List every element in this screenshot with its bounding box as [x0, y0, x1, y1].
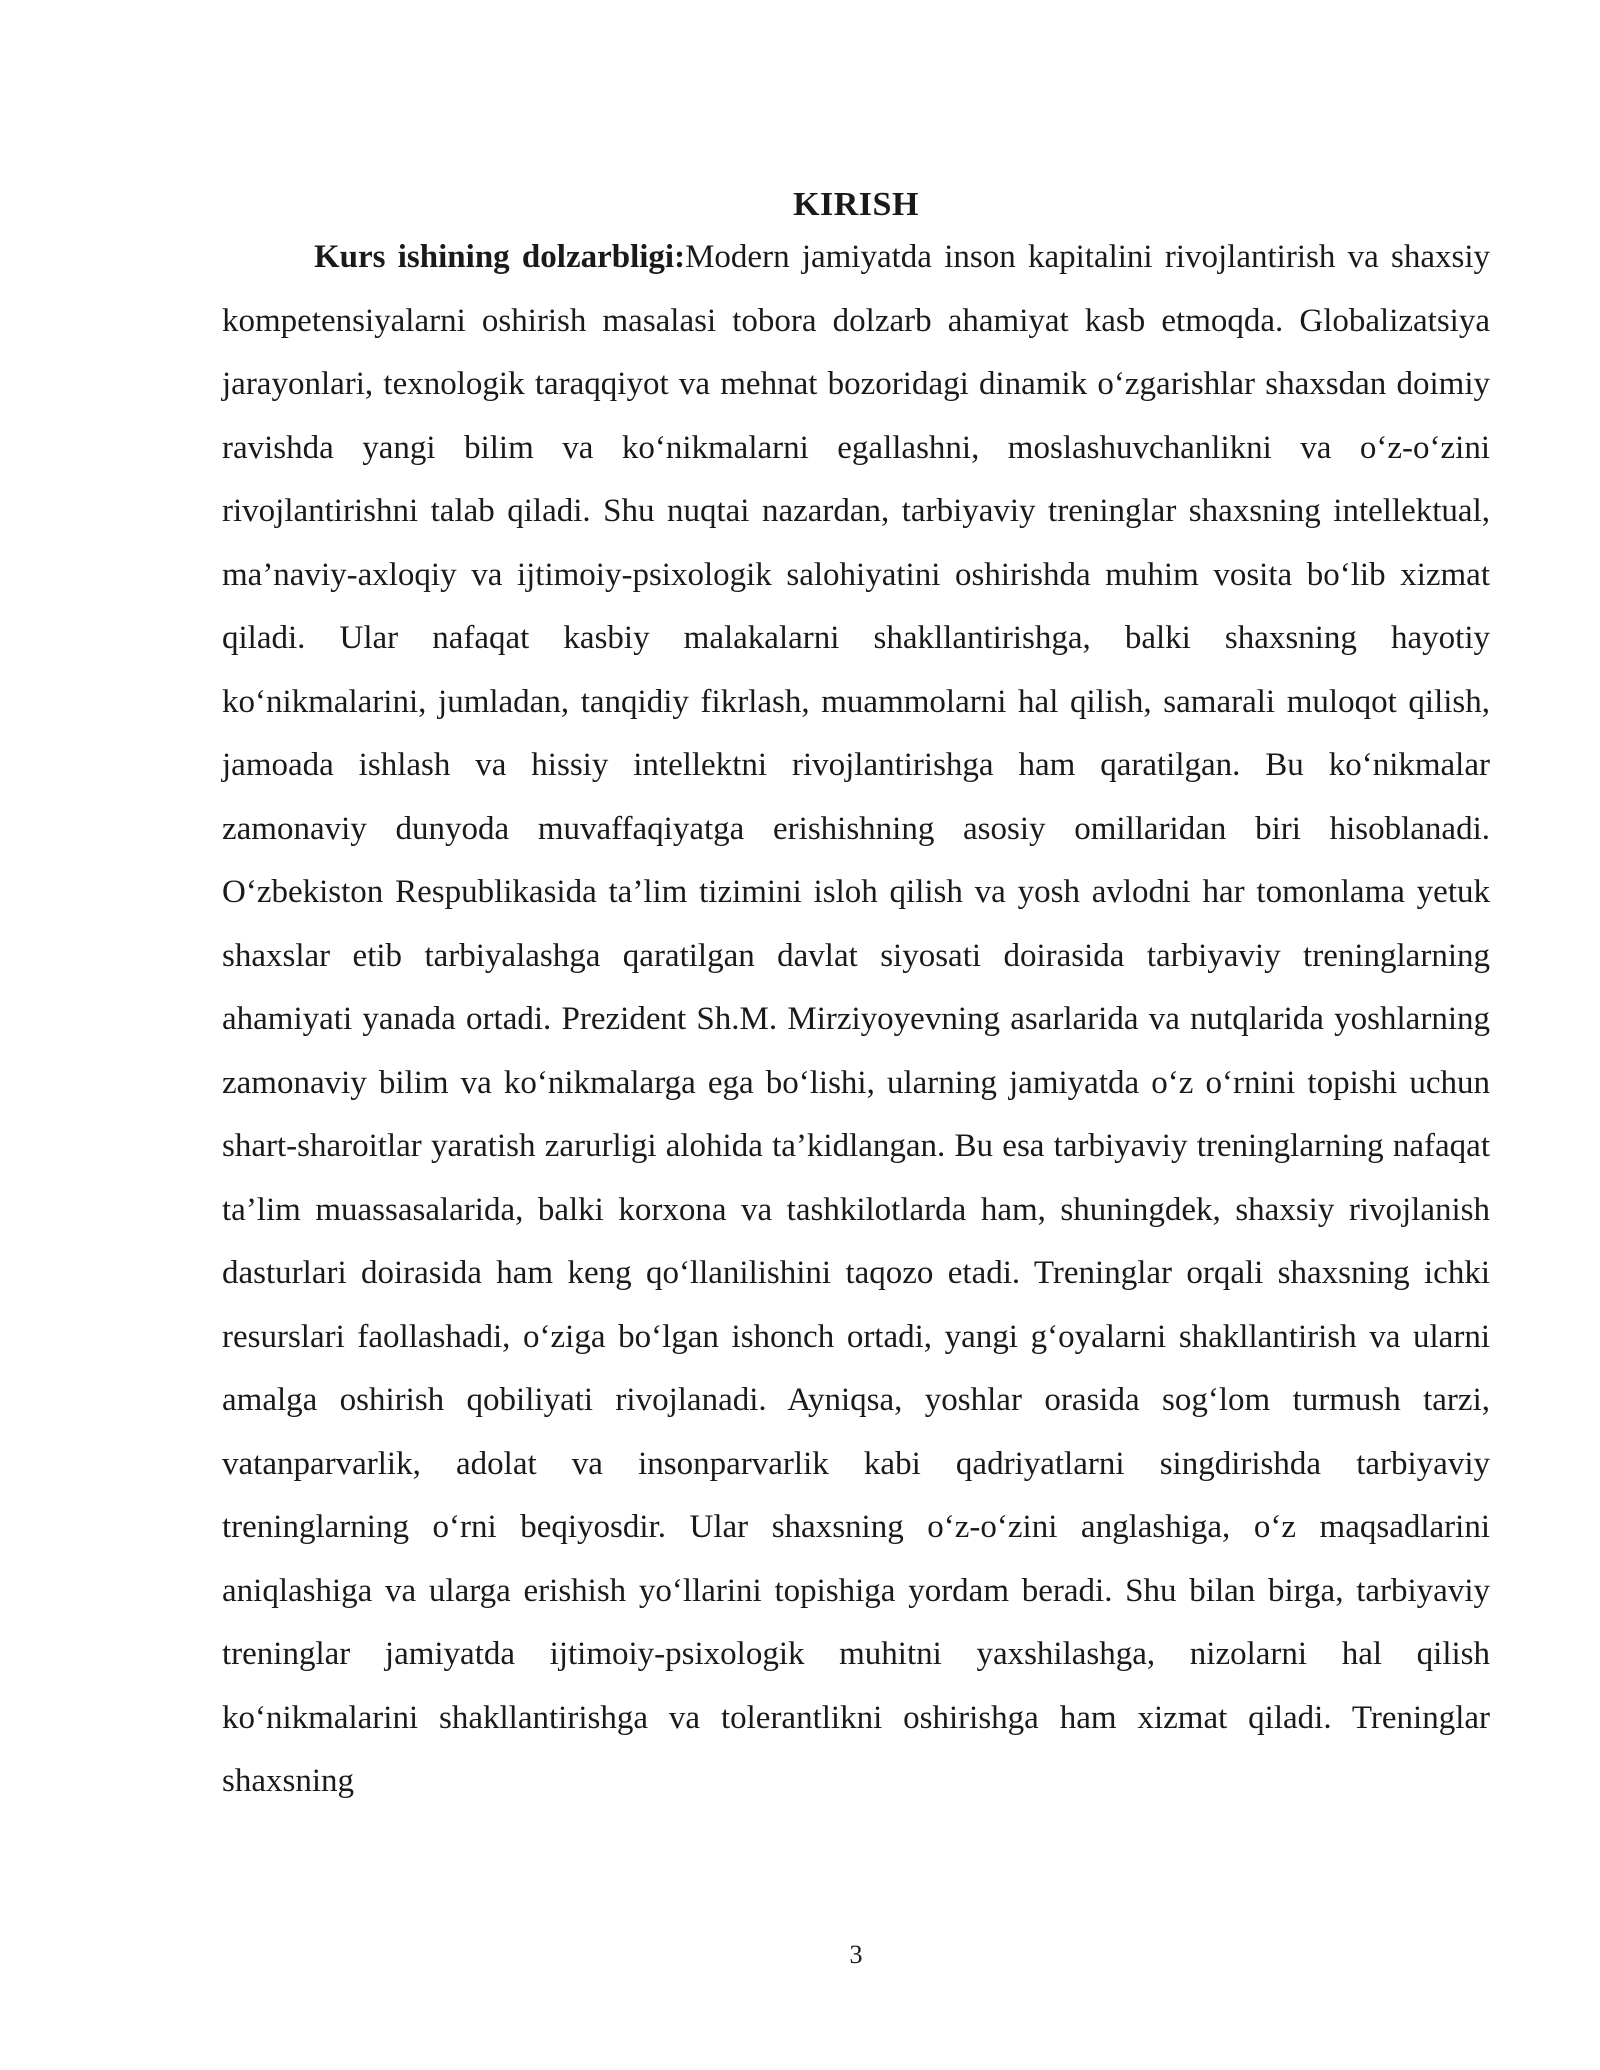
section-heading: KIRISH	[793, 186, 919, 223]
paragraph-text: Modern jamiyatda inson kapitalini rivojlantirish va shaxsiy kompetensiyalarni oshirish masalasi tobora dolzarb ahamiyat kasb etmoqda. Globalizatsiya jarayonlari, texnologik taraqqiyot va mehnat bozoridagi dinamik o‘zgarishlar shaxsdan doimiy ravishda yangi bilim va ko‘nikmalarni egallashni, moslashuvchanlikni va o‘z-o‘zini rivojlantirishni talab qiladi. Shu nuqtai nazardan, tarbiyaviy treninglar shaxsning intellektual, ma’naviy-axloqiy va ijtimoiy-psixologik salohiyatini oshirishda muhim vosita bo‘lib xizmat qiladi. Ular nafaqat kasbiy malakalarni shakllantirishga, balki shaxsning hayotiy ko‘nikmalarini, jumladan, tanqidiy fikrlash, muammolarni hal qilish, samarali muloqot qilish, jamoada ishlash va hissiy intellektni rivojlantirishga ham qaratilgan. Bu ko‘nikmalar zamonaviy dunyoda muvaffaqiyatga erishishning asosiy omillaridan biri hisoblanadi. O‘zbekiston Respublikasida ta’lim tizimini isloh qilish va yosh avlodni har tomonlama yetuk shaxslar etib tarbiyalashga qaratilgan davlat siyosati doirasida tarbiyaviy treninglarning ahamiyati yanada ortadi. Prezident Sh.M. Mirziyoyevning asarlarida va nutqlarida yoshlarning zamonaviy bilim va ko‘nikmalarga ega bo‘lishi, ularning jamiyatda o‘z o‘rnini topishi uchun shart-sharoitlar yaratish zarurligi alohida ta’kidlangan. Bu esa tarbiyaviy treninglarning nafaqat ta’lim muassasalarida, balki korxona va tashkilotlarda ham, shuningdek, shaxsiy rivojlanish dasturlari doirasida ham keng qo‘llanilishini taqozo etadi. Treninglar orqali shaxsning ichki resurslari faollashadi, o‘ziga bo‘lgan ishonch ortadi, yangi g‘oyalarni shakllantirish va ularni amalga oshirish qobiliyati rivojlanadi. Ayniqsa, yoshlar orasida sog‘lom turmush tarzi, vatanparvarlik, adolat va insonparvarlik kabi qadriyatlarni singdirishda tarbiyaviy treninglarning o‘rni beqiyosdir. Ular shaxsning o‘z-o‘zini anglashiga, o‘z maqsadlarini aniqlashiga va ularga erishish yo‘llarini topishiga yordam beradi. Shu bilan birga, tarbiyaviy treninglar jamiyatda ijtimoiy-psixologik muhitni yaxshilashga, nizolarni hal qilish ko‘nikmalarini shakllantirishga va tolerantlikni oshirishga ham xizmat qiladi. Treninglar shaxsning	[222, 239, 1490, 1799]
page-number: 3	[849, 1940, 863, 1969]
body-paragraph	[222, 226, 1490, 1814]
lead-label: Kurs ishining dolzarbligi:	[314, 239, 686, 275]
